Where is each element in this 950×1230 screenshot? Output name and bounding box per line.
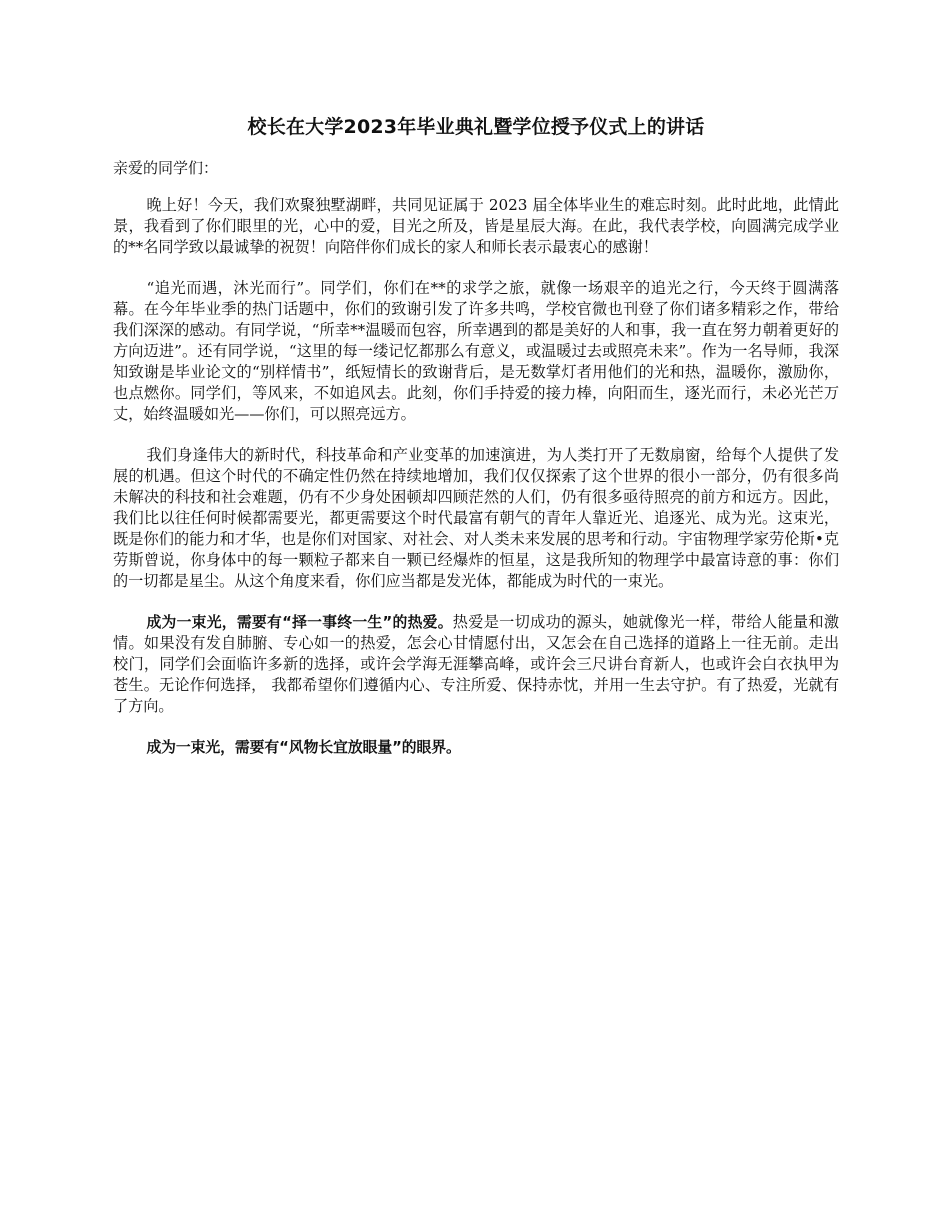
paragraph-bold-lead: 成为一束光，需要有“风物长宜放眼量”的眼界。	[146, 739, 461, 756]
paragraph-text: 晚上好！今天，我们欢聚独墅湖畔，共同见证属于 2023 届全体毕业生的难忘时刻。此时此地，此情此景，我看到了你们眼里的光，心中的爱，目光之所及，皆是星辰大海。在此，我代表学校，向圆满完成学业的**名同学致以最诚挚的祝贺！向陪伴你们成长的家人和师长表示最衷心的感谢！	[113, 196, 839, 256]
paragraph-text: 我们身逢伟大的新时代，科技革命和产业变革的加速演进，为人类打开了无数扇窗，给每个人提供了发展的机遇。但这个时代的不确定性仍然在持续地增加，我们仅仅探索了这个世界的很小一部分，仍有很多尚未解决的科技和社会难题，仍有不少身处困顿却四顾茫然的人们，仍有很多亟待照亮的前方和远方。因此，我们比以往任何时候都需要光，都更需要这个时代最富有朝气的青年人靠近光、追逐光、成为光。这束光，既是你们的能力和才华，也是你们对国家、对社会、对人类未来发展的思考和行动。宇宙物理学家劳伦斯•克劳斯曾说，你身体中的每一颗粒子都来自一颗已经爆炸的恒星，这是我所知的物理学中最富诗意的事：你们的一切都是星尘。从这个角度来看，你们应当都是发光体，都能成为时代的一束光。	[113, 446, 839, 590]
paragraph-new-era	[113, 445, 839, 592]
document-page	[113, 112, 839, 778]
paragraph-opening	[113, 195, 839, 258]
paragraph-text: “追光而遇，沐光而行”。同学们，你们在**的求学之旅，就像一场艰辛的追光之行，今天终于圆满落幕。在今年毕业季的热门话题中，你们的致谢引发了许多共鸣，学校官微也刊登了你们诸多精彩之作，带给我们深深的感动。有同学说，“所幸**温暖而包容，所幸遇到的都是美好的人和事，我一直在努力朝着更好的方向迈进”。还有同学说，“这里的每一缕记忆都那么有意义，或温暖过去或照亮未来”。作为一名导师，我深知致谢是毕业论文的“别样情书”，纸短情长的致谢背后，是无数掌灯者用他们的光和热，温暖你，激励你，也点燃你。同学们，等风来，不如追风去。此刻，你们手持爱的接力棒，向阳而生，逐光而行，未必光芒万丈，始终温暖如光——你们，可以照亮远方。	[113, 279, 839, 423]
paragraph-passion	[113, 612, 839, 717]
paragraph-chasing-light	[113, 278, 839, 425]
paragraph-text: 热爱是一切成功的源头，她就像光一样，带给人能量和激情。如果没有发自肺腑、专心如一的热爱，怎会心甘情愿付出，又怎会在自己选择的道路上一往无前。走出校门，同学们会面临许多新的选择，或许会学海无涯攀高峰，或许会三尺讲台育新人，也或许会白衣执甲为苍生。无论作何选择， 我都希望你们遵循内心、专注所爱、保持赤忱，并用一生去守护。有了热爱，光就有了方向。	[113, 613, 839, 715]
paragraph-vision	[113, 737, 839, 758]
document-title: 校长在大学2023年毕业典礼暨学位授予仪式上的讲话	[247, 116, 705, 138]
greeting-line: 亲爱的同学们：	[113, 159, 219, 177]
paragraph-bold-lead: 成为一束光，需要有“择一事终一生”的热爱。	[146, 614, 453, 631]
